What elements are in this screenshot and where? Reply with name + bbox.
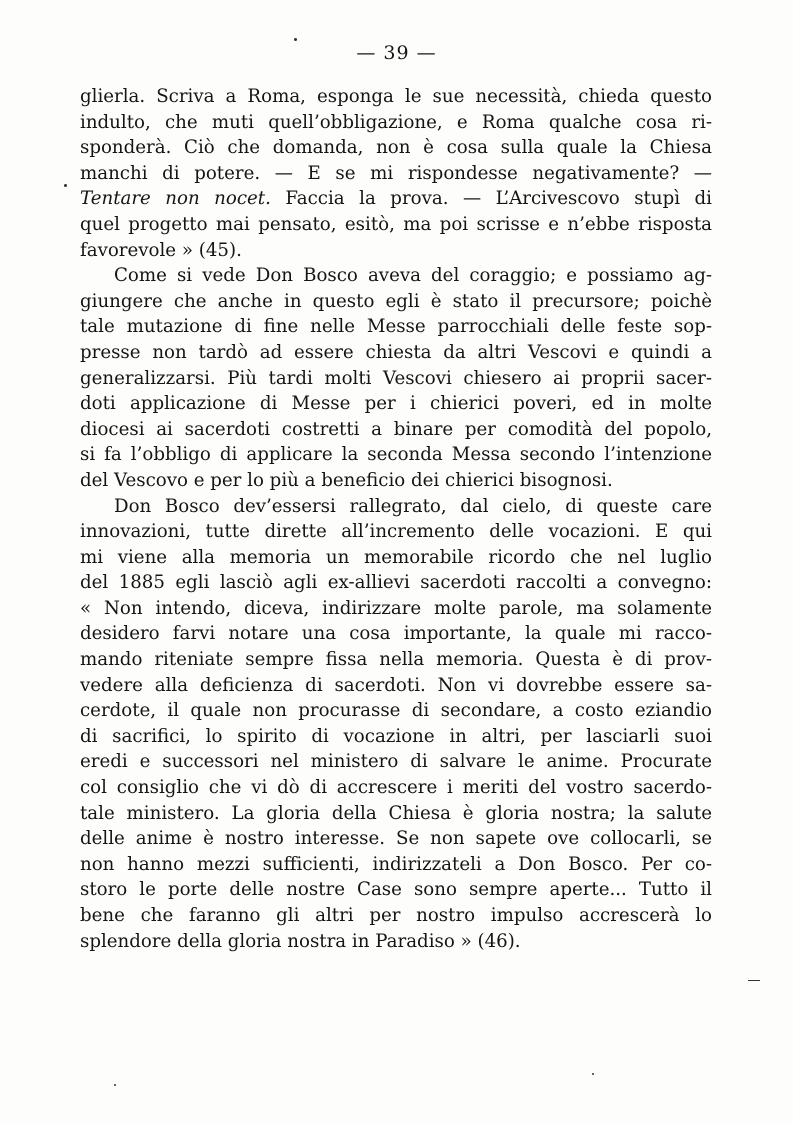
scan-speck [114, 1084, 116, 1086]
text-line [80, 494, 712, 520]
text-line [80, 698, 712, 724]
text-segment: tale ministero. La gloria della Chiesa è gloria nostra; la salute [80, 802, 712, 824]
text-segment: Don Bosco dev’essersi rallegrato, dal cielo, di queste care [114, 495, 712, 517]
text-line [80, 775, 712, 801]
text-line [80, 110, 712, 136]
text-line [80, 238, 712, 264]
text-segment: non hanno mezzi sufficienti, indirizzateli a Don Bosco. Per co- [80, 853, 712, 875]
text-segment: delle anime è nostro interesse. Se non sapete ove collocarli, se [80, 828, 712, 850]
text-line [80, 929, 712, 955]
text-line [80, 903, 712, 929]
text-segment: doti applicazione di Messe per i chierici poveri, ed in molte [80, 393, 712, 415]
scan-speck [294, 38, 297, 41]
text-segment: vedere alla deficienza di sacerdoti. Non vi dovrebbe essere sa- [80, 674, 712, 696]
italic-text: Tentare non nocet. [80, 188, 271, 210]
text-segment: si fa l’obbligo di applicare la seconda Messa secondo l’intenzione [80, 444, 712, 466]
text-line [80, 212, 712, 238]
text-line [80, 391, 712, 417]
text-segment: storo le porte delle nostre Case sono sempre aperte... Tutto il [80, 879, 712, 901]
text-segment: desidero farvi notare una cosa importante, la quale mi racco- [80, 623, 712, 645]
text-segment: eredi e successori nel ministero di salvare le anime. Procurate [80, 751, 712, 773]
text-segment: bene che faranno gli altri per nostro impulso accrescerà lo [80, 905, 712, 926]
text-segment: « Non intendo, diceva, indirizzare molte parole, ma solamente [80, 597, 712, 619]
text-segment: Faccia la prova. — L’Arcivescovo stupì di [270, 188, 712, 210]
text-segment: sponderà. Ciò che domanda, non è cosa sulla quale la Chiesa [80, 137, 712, 159]
text-segment: del Vescovo e per lo più a beneficio dei chierici bisognosi. [80, 469, 613, 491]
text-line [80, 84, 712, 110]
text-line [80, 186, 712, 212]
text-segment: mando riteniate sempre fissa nella memoria. Questa è di prov- [80, 649, 712, 671]
scan-speck [592, 1073, 594, 1075]
text-segment: col consiglio che vi dò di accrescere i meriti del vostro sacerdo- [80, 777, 712, 799]
text-segment: quel progetto mai pensato, esitò, ma poi scrisse e n’ebbe risposta [80, 213, 712, 235]
text-line [80, 161, 712, 187]
text-segment: mi viene alla memoria un memorabile ricordo che nel luglio [80, 546, 712, 568]
text-line [80, 826, 712, 852]
text-line [80, 596, 712, 622]
text-line [80, 417, 712, 443]
text-line [80, 442, 712, 468]
body-text [80, 84, 712, 954]
text-line [80, 366, 712, 392]
scan-speck [748, 980, 760, 981]
text-line [80, 801, 712, 827]
text-line [80, 621, 712, 647]
text-line [80, 135, 712, 161]
text-line [80, 877, 712, 903]
text-segment: tale mutazione di fine nelle Messe parrocchiali delle feste sop- [80, 316, 712, 338]
text-line [80, 852, 712, 878]
text-line [80, 570, 712, 596]
text-segment: generalizzarsi. Più tardi molti Vescovi chiesero ai proprii sacer- [80, 367, 712, 389]
text-segment: favorevole » (45). [80, 239, 242, 261]
text-segment: cerdote, il quale non procurasse di secondare, a costo eziandio [80, 700, 712, 722]
scan-speck [64, 184, 67, 187]
text-segment: Come si vede Don Bosco aveva del coraggio; e possiamo ag- [114, 265, 712, 287]
text-segment: splendore della gloria nostra in Paradiso » (46). [80, 930, 521, 952]
text-segment: presse non tardò ad essere chiesta da altri Vescovi e quindi a [80, 341, 712, 363]
text-segment: manchi di potere. — E se mi rispondesse negativamente? — [80, 162, 712, 184]
page-number: — 39 — [356, 42, 437, 64]
text-line [80, 314, 712, 340]
text-line [80, 545, 712, 571]
text-segment: giungere che anche in questo egli è stato il precursore; poichè [80, 290, 712, 312]
text-line [80, 749, 712, 775]
text-line [80, 340, 712, 366]
text-line [80, 724, 712, 750]
text-segment: glierla. Scriva a Roma, esponga le sue necessità, chieda questo [80, 86, 712, 107]
text-segment: indulto, che muti quell’obbligazione, e Roma qualche cosa ri- [80, 111, 712, 133]
text-line [80, 519, 712, 545]
text-segment: di sacrifici, lo spirito di vocazione in altri, per lasciarli suoi [80, 725, 712, 747]
text-segment: diocesi ai sacerdoti costretti a binare per comodità del popolo, [80, 418, 712, 440]
text-line [80, 647, 712, 673]
text-segment: innovazioni, tutte dirette all’incremento delle vocazioni. E qui [80, 521, 712, 543]
text-line [80, 468, 712, 494]
text-line [80, 673, 712, 699]
text-segment: del 1885 egli lasciò agli ex-allievi sacerdoti raccolti a convegno: [80, 572, 712, 594]
text-line [80, 263, 712, 289]
text-line [80, 289, 712, 315]
